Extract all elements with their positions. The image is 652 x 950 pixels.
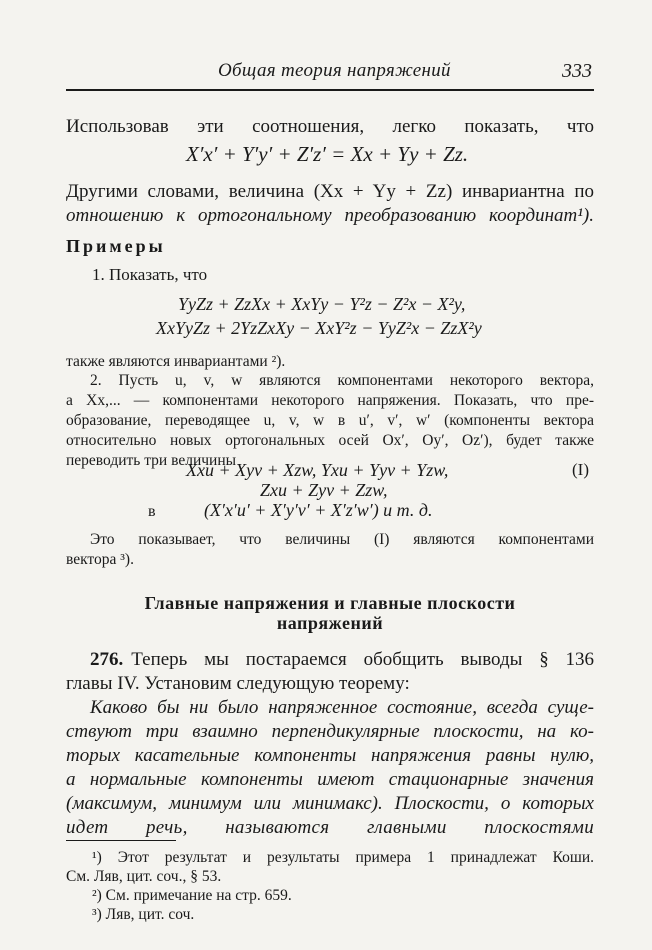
section-title-line-1: Главные напряжения и главные плоскости xyxy=(144,593,516,613)
example-2-after-line-2: вектора ³). xyxy=(66,551,134,568)
invariant-equation: X′x′ + Y′y′ + Z′z′ = Xx + Yy + Zz. xyxy=(186,142,469,166)
theorem-line-2: ствуют три взаимно перпендикулярные плоскости, на ко- xyxy=(66,721,594,742)
example-1-after: также являются инвариантами ²). xyxy=(66,353,286,370)
example-1-eq-line-1: YyZz + ZzXx + XxYy − Y²z − Z²x − X²y, xyxy=(178,294,466,314)
para-276-line-1 xyxy=(66,648,594,672)
theorem-line-1: Каково бы ни было напряженное состояние, всегда суще- xyxy=(90,697,594,718)
theorem-line-6: идет речь, называются главными плоскостями xyxy=(66,817,594,838)
example-2-eq-line-1: Xxu + Xyv + Xzw, Yxu + Yyv + Yzw, xyxy=(186,460,449,480)
footnote-3: ³) Ляв, цит. соч. xyxy=(92,906,195,923)
footnote-2: ²) См. примечание на стр. 659. xyxy=(92,887,292,904)
equation-number: (I) xyxy=(572,460,589,479)
example-2-line-1: 2. Пусть u, v, w являются компонентами некоторого вектора, xyxy=(90,372,594,389)
footnote-1: ¹) Этот результат и результаты примера 1 принадлежат Коши. xyxy=(92,849,594,866)
theorem-line-3: торых касательные компоненты напряжения равны нулю, xyxy=(66,745,594,766)
example-2-eq-line-3: (X′x′u′ + X′y′v′ + X′z′w′) и т. д. xyxy=(204,500,433,520)
example-1-eq-line-2: XxYyZz + 2YzZxXy − XxY²z − YyZ²x − ZzX²y xyxy=(156,318,482,338)
header-rule xyxy=(66,89,594,91)
page-number: 333 xyxy=(562,60,592,82)
example-2-eq-v: в xyxy=(148,503,156,520)
footnote-rule xyxy=(66,840,176,841)
para-276-line-2: главы IV. Установим следующую теорему: xyxy=(66,673,410,694)
footnote-1-cont: См. Ляв, цит. соч., § 53. xyxy=(66,868,222,885)
example-2-eq-line-2: Zxu + Zyv + Zzw, xyxy=(260,480,388,500)
examples-heading: Примеры xyxy=(66,236,166,256)
example-2-line-4: относительно новых ортогональных осей Ox′, Oy′, Oz′), будет также xyxy=(66,432,594,449)
running-header-title: Общая теория напряжений xyxy=(218,60,451,81)
intro-line-3: отношению к ортогональному преобразованию координат¹). xyxy=(66,205,594,226)
para-276-number: 276. xyxy=(90,649,124,670)
example-2-line-3: образование, переводящее u, v, w в u′, v′, w′ (компоненты вектора xyxy=(66,412,594,429)
theorem-line-5: (максимум, минимум или минимакс). Плоскости, о которых xyxy=(66,793,594,814)
example-2-line-5: переводить три величины xyxy=(66,452,237,469)
example-2-after-line-1: Это показывает, что величины (I) являются компонентами xyxy=(90,531,594,548)
para-276-line-1-text: Теперь мы постараемся обобщить выводы § 136 xyxy=(131,649,594,670)
section-title-line-2: напряжений xyxy=(276,613,384,633)
theorem-line-4: а нормальные компоненты имеют стационарные значения xyxy=(66,769,594,790)
intro-line-2: Другими словами, величина (Xx + Yy + Zz) инвариантна по xyxy=(66,181,594,202)
intro-line-1: Использовав эти соотношения, легко показать, что xyxy=(66,116,594,137)
example-2-line-2: a Xx,... — компонентами некоторого напряжения. Показать, что пре- xyxy=(66,392,594,409)
example-1-label: 1. Показать, что xyxy=(92,265,208,284)
